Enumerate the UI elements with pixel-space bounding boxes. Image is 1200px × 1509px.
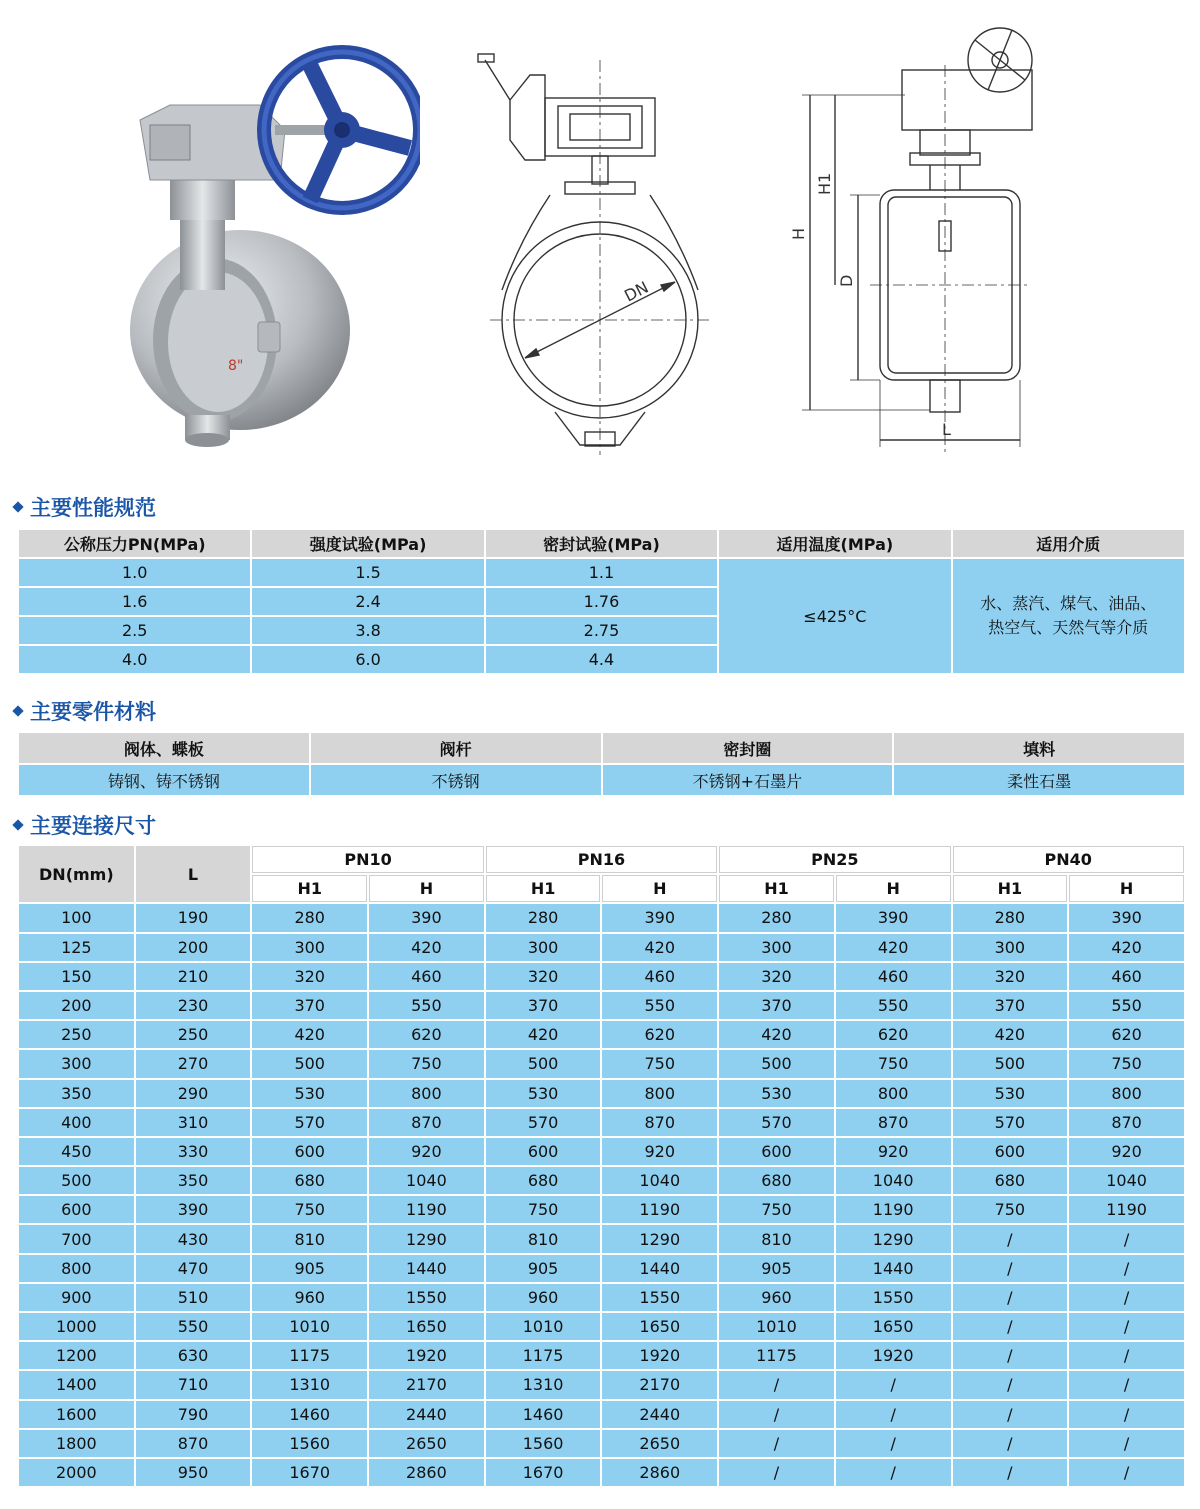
table-row bbox=[19, 1371, 1184, 1398]
cell: 4.4 bbox=[486, 646, 717, 673]
table-row bbox=[19, 1109, 1184, 1136]
cell: / bbox=[836, 1459, 951, 1486]
cell: 870 bbox=[369, 1109, 484, 1136]
cell: / bbox=[836, 1401, 951, 1428]
cell: 1010 bbox=[252, 1313, 367, 1340]
cell: 1400 bbox=[19, 1371, 134, 1398]
cell: 630 bbox=[136, 1342, 251, 1369]
cell: 600 bbox=[252, 1138, 367, 1165]
cell: / bbox=[953, 1371, 1068, 1398]
svg-text:D: D bbox=[837, 274, 856, 287]
cell: 905 bbox=[486, 1255, 601, 1282]
cell: / bbox=[719, 1371, 834, 1398]
cell: / bbox=[719, 1459, 834, 1486]
cell: 550 bbox=[602, 992, 717, 1019]
diamond-bullet-icon bbox=[12, 819, 23, 830]
cell: 1440 bbox=[836, 1255, 951, 1282]
cell: 370 bbox=[486, 992, 601, 1019]
cell: 500 bbox=[953, 1050, 1068, 1077]
cell: 430 bbox=[136, 1225, 251, 1252]
cell: 620 bbox=[369, 1021, 484, 1048]
svg-text:8": 8" bbox=[228, 358, 244, 374]
header-cell-group: PN10 bbox=[252, 846, 483, 873]
cell: 320 bbox=[719, 963, 834, 990]
cell: 960 bbox=[719, 1284, 834, 1311]
cell: 420 bbox=[953, 1021, 1068, 1048]
cell: / bbox=[953, 1255, 1068, 1282]
cell: 1190 bbox=[836, 1196, 951, 1223]
cell: 960 bbox=[252, 1284, 367, 1311]
cell: 905 bbox=[252, 1255, 367, 1282]
cell: 200 bbox=[19, 992, 134, 1019]
cell: 450 bbox=[19, 1138, 134, 1165]
cell: 230 bbox=[136, 992, 251, 1019]
table-row bbox=[19, 1138, 1184, 1165]
cell: 2170 bbox=[369, 1371, 484, 1398]
header-cell-h: H bbox=[602, 875, 717, 902]
cell: 470 bbox=[136, 1255, 251, 1282]
cell: 300 bbox=[719, 934, 834, 961]
table-row bbox=[19, 1196, 1184, 1223]
cell: / bbox=[953, 1284, 1068, 1311]
diamond-bullet-icon bbox=[12, 501, 23, 512]
cell: 1560 bbox=[252, 1430, 367, 1457]
cell: 420 bbox=[836, 934, 951, 961]
cell: 800 bbox=[836, 1080, 951, 1107]
cell: 2650 bbox=[602, 1430, 717, 1457]
temperature-cell: ≤425°C bbox=[719, 559, 950, 673]
cell: 800 bbox=[602, 1080, 717, 1107]
cell: 1290 bbox=[369, 1225, 484, 1252]
cell: 390 bbox=[369, 904, 484, 931]
cell: 620 bbox=[602, 1021, 717, 1048]
cell: 500 bbox=[19, 1167, 134, 1194]
cell: 600 bbox=[19, 1196, 134, 1223]
cell: 1.5 bbox=[252, 559, 483, 586]
cell: 390 bbox=[602, 904, 717, 931]
table-header-row bbox=[19, 530, 1184, 557]
cell: 290 bbox=[136, 1080, 251, 1107]
header-cell-l: L bbox=[136, 846, 251, 902]
cell: / bbox=[1069, 1459, 1184, 1486]
cell: 460 bbox=[369, 963, 484, 990]
cell: 620 bbox=[836, 1021, 951, 1048]
header-cell-h1: H1 bbox=[719, 875, 834, 902]
cell: 150 bbox=[19, 963, 134, 990]
side-view-drawing bbox=[780, 25, 1040, 455]
cell: 810 bbox=[719, 1225, 834, 1252]
cell: 1600 bbox=[19, 1401, 134, 1428]
cell: 270 bbox=[136, 1050, 251, 1077]
cell: 2650 bbox=[369, 1430, 484, 1457]
cell: 920 bbox=[369, 1138, 484, 1165]
cell: 125 bbox=[19, 934, 134, 961]
cell: 960 bbox=[486, 1284, 601, 1311]
header-cell-group: PN40 bbox=[953, 846, 1185, 873]
header-cell-h: H bbox=[369, 875, 484, 902]
header-cell-h1: H1 bbox=[953, 875, 1068, 902]
cell: 710 bbox=[136, 1371, 251, 1398]
table-row bbox=[19, 904, 1184, 931]
cell: 100 bbox=[19, 904, 134, 931]
cell: 1190 bbox=[369, 1196, 484, 1223]
cell: 550 bbox=[836, 992, 951, 1019]
cell: 790 bbox=[136, 1401, 251, 1428]
cell: 370 bbox=[953, 992, 1068, 1019]
cell: 不锈钢+石墨片 bbox=[603, 765, 893, 795]
medium-line: 水、蒸汽、煤气、油品、 bbox=[980, 594, 1157, 613]
cell: 6.0 bbox=[252, 646, 483, 673]
cell: 750 bbox=[1069, 1050, 1184, 1077]
medium-cell bbox=[953, 559, 1184, 673]
cell: 870 bbox=[136, 1430, 251, 1457]
cell: 200 bbox=[136, 934, 251, 961]
cell: / bbox=[953, 1459, 1068, 1486]
cell: / bbox=[1069, 1284, 1184, 1311]
cell: 600 bbox=[486, 1138, 601, 1165]
table-row bbox=[19, 1459, 1184, 1486]
cell: 680 bbox=[719, 1167, 834, 1194]
cell: 680 bbox=[252, 1167, 367, 1194]
cell: 1190 bbox=[1069, 1196, 1184, 1223]
cell: 1460 bbox=[252, 1401, 367, 1428]
cell: 550 bbox=[369, 992, 484, 1019]
materials-section-title: 主要零件材料 bbox=[14, 696, 156, 726]
cell: 800 bbox=[19, 1255, 134, 1282]
cell: 600 bbox=[953, 1138, 1068, 1165]
header-cell: 填料 bbox=[894, 733, 1184, 763]
cell: / bbox=[1069, 1430, 1184, 1457]
cell: 530 bbox=[486, 1080, 601, 1107]
table-row bbox=[19, 1255, 1184, 1282]
cell: 1290 bbox=[602, 1225, 717, 1252]
cell: 350 bbox=[19, 1080, 134, 1107]
cell: 680 bbox=[953, 1167, 1068, 1194]
header-cell-h1: H1 bbox=[252, 875, 367, 902]
cell: 4.0 bbox=[19, 646, 250, 673]
cell: 280 bbox=[719, 904, 834, 931]
cell: 390 bbox=[836, 904, 951, 931]
cell: / bbox=[719, 1401, 834, 1428]
cell: 420 bbox=[486, 1021, 601, 1048]
cell: 810 bbox=[252, 1225, 367, 1252]
cell: 1560 bbox=[486, 1430, 601, 1457]
cell: 420 bbox=[602, 934, 717, 961]
cell: 1650 bbox=[602, 1313, 717, 1340]
cell: 510 bbox=[136, 1284, 251, 1311]
cell: 2860 bbox=[369, 1459, 484, 1486]
cell: 460 bbox=[602, 963, 717, 990]
cell: 1010 bbox=[719, 1313, 834, 1340]
header-cell-h: H bbox=[1069, 875, 1184, 902]
cell: 920 bbox=[836, 1138, 951, 1165]
cell: 1.1 bbox=[486, 559, 717, 586]
cell: 950 bbox=[136, 1459, 251, 1486]
table-row bbox=[19, 559, 1184, 586]
cell: 1670 bbox=[252, 1459, 367, 1486]
table-row bbox=[19, 1313, 1184, 1340]
cell: 620 bbox=[1069, 1021, 1184, 1048]
cell: 280 bbox=[953, 904, 1068, 931]
cell: / bbox=[953, 1313, 1068, 1340]
cell: 370 bbox=[719, 992, 834, 1019]
cell: 300 bbox=[19, 1050, 134, 1077]
cell: 570 bbox=[953, 1109, 1068, 1136]
cell: 370 bbox=[252, 992, 367, 1019]
cell: 1190 bbox=[602, 1196, 717, 1223]
cell: 750 bbox=[369, 1050, 484, 1077]
cell: 500 bbox=[719, 1050, 834, 1077]
svg-text:H: H bbox=[789, 227, 808, 240]
cell: 1920 bbox=[836, 1342, 951, 1369]
header-cell-dn: DN(mm) bbox=[19, 846, 134, 902]
cell: 1010 bbox=[486, 1313, 601, 1340]
cell: 1650 bbox=[836, 1313, 951, 1340]
cell: 500 bbox=[252, 1050, 367, 1077]
dimensions-table-body bbox=[19, 904, 1184, 1486]
cell: 190 bbox=[136, 904, 251, 931]
cell: / bbox=[836, 1371, 951, 1398]
diamond-bullet-icon bbox=[12, 705, 23, 716]
cell: 920 bbox=[602, 1138, 717, 1165]
cell: 460 bbox=[836, 963, 951, 990]
materials-table bbox=[17, 731, 1186, 797]
cell: / bbox=[1069, 1371, 1184, 1398]
cell: 750 bbox=[252, 1196, 367, 1223]
header-cell-h1: H1 bbox=[486, 875, 601, 902]
cell: 530 bbox=[252, 1080, 367, 1107]
cell: 900 bbox=[19, 1284, 134, 1311]
header-cell: 公称压力PN(MPa) bbox=[19, 530, 250, 557]
table-row bbox=[19, 1284, 1184, 1311]
cell: 300 bbox=[486, 934, 601, 961]
table-row bbox=[19, 1080, 1184, 1107]
cell: / bbox=[1069, 1342, 1184, 1369]
header-cell: 阀杆 bbox=[311, 733, 601, 763]
cell: 1000 bbox=[19, 1313, 134, 1340]
cell: 870 bbox=[1069, 1109, 1184, 1136]
cell: 460 bbox=[1069, 963, 1184, 990]
cell: 不锈钢 bbox=[311, 765, 601, 795]
cell: 1.6 bbox=[19, 588, 250, 615]
cell: 310 bbox=[136, 1109, 251, 1136]
cell: 750 bbox=[836, 1050, 951, 1077]
cell: 250 bbox=[19, 1021, 134, 1048]
cell: 2000 bbox=[19, 1459, 134, 1486]
cell: 1550 bbox=[602, 1284, 717, 1311]
header-cell: 适用温度(MPa) bbox=[719, 530, 950, 557]
header-cell: 密封圈 bbox=[603, 733, 893, 763]
cell: 1670 bbox=[486, 1459, 601, 1486]
cell: 2440 bbox=[602, 1401, 717, 1428]
table-row bbox=[19, 1342, 1184, 1369]
performance-section-title: 主要性能规范 bbox=[14, 492, 156, 522]
header-cell-group: PN16 bbox=[486, 846, 717, 873]
cell: 1040 bbox=[1069, 1167, 1184, 1194]
cell: 1920 bbox=[602, 1342, 717, 1369]
cell: 350 bbox=[136, 1167, 251, 1194]
cell: 1.76 bbox=[486, 588, 717, 615]
cell: / bbox=[953, 1342, 1068, 1369]
cell: 2.5 bbox=[19, 617, 250, 644]
cell: 420 bbox=[1069, 934, 1184, 961]
cell: 390 bbox=[1069, 904, 1184, 931]
table-row bbox=[19, 1225, 1184, 1252]
dimensions-table bbox=[17, 844, 1186, 1488]
cell: 1040 bbox=[836, 1167, 951, 1194]
cell: 250 bbox=[136, 1021, 251, 1048]
cell: 400 bbox=[19, 1109, 134, 1136]
table-row bbox=[19, 992, 1184, 1019]
cell: 1175 bbox=[252, 1342, 367, 1369]
header-cell-h: H bbox=[836, 875, 951, 902]
cell: 750 bbox=[486, 1196, 601, 1223]
cell: 300 bbox=[953, 934, 1068, 961]
cell: 750 bbox=[719, 1196, 834, 1223]
cell: 870 bbox=[836, 1109, 951, 1136]
cell: 280 bbox=[252, 904, 367, 931]
cell: 920 bbox=[1069, 1138, 1184, 1165]
cell: 1040 bbox=[602, 1167, 717, 1194]
cell: / bbox=[953, 1225, 1068, 1252]
cell: 300 bbox=[252, 934, 367, 961]
table-row bbox=[19, 1401, 1184, 1428]
cell: 280 bbox=[486, 904, 601, 931]
header-cell: 阀体、蝶板 bbox=[19, 733, 309, 763]
performance-table bbox=[17, 528, 1186, 675]
svg-text:H1: H1 bbox=[815, 172, 834, 195]
cell: 1290 bbox=[836, 1225, 951, 1252]
cell: 550 bbox=[1069, 992, 1184, 1019]
cell: 420 bbox=[252, 1021, 367, 1048]
cell: 1550 bbox=[369, 1284, 484, 1311]
cell: 420 bbox=[369, 934, 484, 961]
cell: 680 bbox=[486, 1167, 601, 1194]
header-cell-group: PN25 bbox=[719, 846, 950, 873]
cell: 420 bbox=[719, 1021, 834, 1048]
cell: 750 bbox=[953, 1196, 1068, 1223]
cell: 1.0 bbox=[19, 559, 250, 586]
cell: 1460 bbox=[486, 1401, 601, 1428]
cell: 1200 bbox=[19, 1342, 134, 1369]
front-view-drawing bbox=[470, 40, 730, 460]
table-row bbox=[19, 765, 1184, 795]
cell: 1175 bbox=[719, 1342, 834, 1369]
table-row bbox=[19, 1021, 1184, 1048]
header-cell: 密封试验(MPa) bbox=[486, 530, 717, 557]
cell: / bbox=[1069, 1225, 1184, 1252]
cell: 1800 bbox=[19, 1430, 134, 1457]
cell: 2170 bbox=[602, 1371, 717, 1398]
cell: 390 bbox=[136, 1196, 251, 1223]
header-cell: 强度试验(MPa) bbox=[252, 530, 483, 557]
cell: 2.75 bbox=[486, 617, 717, 644]
svg-text:DN: DN bbox=[621, 277, 652, 306]
cell: / bbox=[719, 1430, 834, 1457]
cell: 330 bbox=[136, 1138, 251, 1165]
table-row bbox=[19, 963, 1184, 990]
product-figures bbox=[0, 0, 1200, 470]
table-row bbox=[19, 934, 1184, 961]
cell: 600 bbox=[719, 1138, 834, 1165]
cell: 3.8 bbox=[252, 617, 483, 644]
cell: 柔性石墨 bbox=[894, 765, 1184, 795]
cell: 320 bbox=[486, 963, 601, 990]
cell: 1650 bbox=[369, 1313, 484, 1340]
cell: 320 bbox=[953, 963, 1068, 990]
cell: / bbox=[953, 1430, 1068, 1457]
cell: 500 bbox=[486, 1050, 601, 1077]
cell: 1310 bbox=[486, 1371, 601, 1398]
valve-photo bbox=[110, 30, 420, 450]
cell: / bbox=[1069, 1255, 1184, 1282]
cell: 905 bbox=[719, 1255, 834, 1282]
cell: 570 bbox=[252, 1109, 367, 1136]
cell: / bbox=[953, 1401, 1068, 1428]
cell: 550 bbox=[136, 1313, 251, 1340]
cell: 570 bbox=[486, 1109, 601, 1136]
cell: / bbox=[1069, 1401, 1184, 1428]
cell: / bbox=[836, 1430, 951, 1457]
cell: 750 bbox=[602, 1050, 717, 1077]
cell: 2860 bbox=[602, 1459, 717, 1486]
header-cell: 适用介质 bbox=[953, 530, 1184, 557]
cell: 800 bbox=[1069, 1080, 1184, 1107]
medium-line: 热空气、天然气等介质 bbox=[988, 618, 1149, 637]
dimensions-section-title: 主要连接尺寸 bbox=[14, 810, 156, 840]
table-row bbox=[19, 1167, 1184, 1194]
table-row bbox=[19, 1430, 1184, 1457]
cell: 1920 bbox=[369, 1342, 484, 1369]
cell: 铸钢、铸不锈钢 bbox=[19, 765, 309, 795]
cell: 320 bbox=[252, 963, 367, 990]
cell: 1440 bbox=[602, 1255, 717, 1282]
cell: 800 bbox=[369, 1080, 484, 1107]
cell: 1440 bbox=[369, 1255, 484, 1282]
cell: 570 bbox=[719, 1109, 834, 1136]
cell: 2.4 bbox=[252, 588, 483, 615]
cell: 530 bbox=[719, 1080, 834, 1107]
table-row bbox=[19, 1050, 1184, 1077]
table-header-row bbox=[19, 846, 1184, 873]
cell: 810 bbox=[486, 1225, 601, 1252]
cell: 700 bbox=[19, 1225, 134, 1252]
cell: 1310 bbox=[252, 1371, 367, 1398]
cell: 1175 bbox=[486, 1342, 601, 1369]
cell: 1550 bbox=[836, 1284, 951, 1311]
cell: 870 bbox=[602, 1109, 717, 1136]
cell: 2440 bbox=[369, 1401, 484, 1428]
cell: 1040 bbox=[369, 1167, 484, 1194]
cell: / bbox=[1069, 1313, 1184, 1340]
cell: 530 bbox=[953, 1080, 1068, 1107]
cell: 210 bbox=[136, 963, 251, 990]
svg-text:L: L bbox=[942, 420, 951, 439]
table-header-row bbox=[19, 733, 1184, 763]
